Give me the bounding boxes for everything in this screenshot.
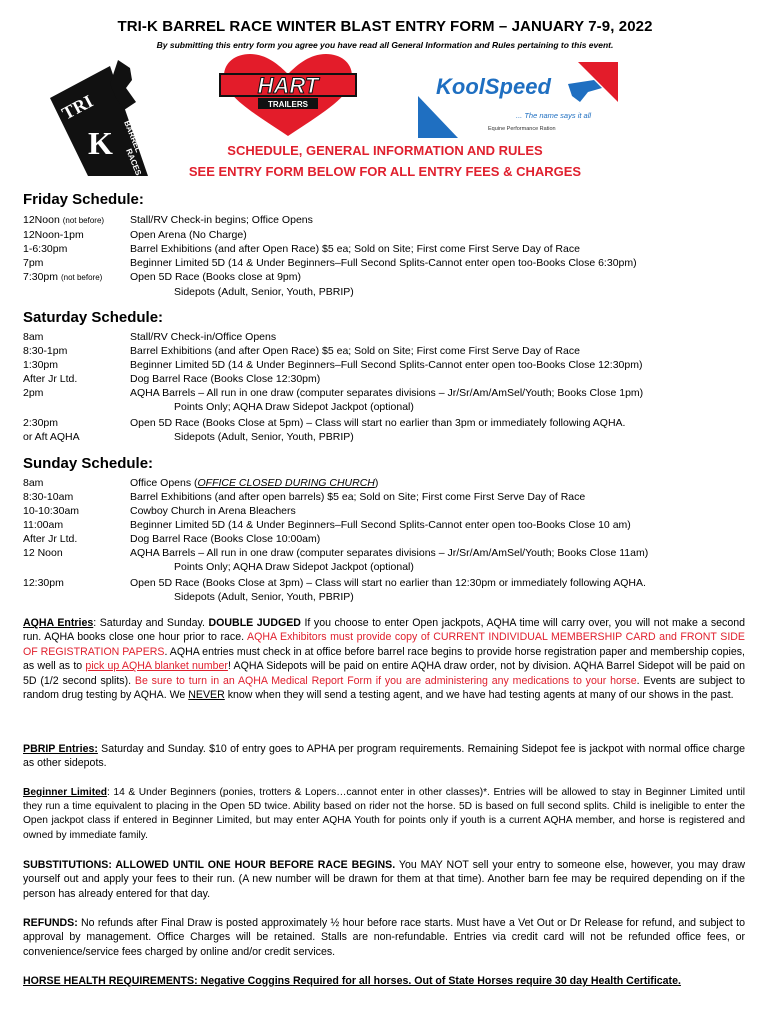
trik-k-text: K	[88, 125, 113, 161]
schedule-time: 8am	[23, 477, 44, 489]
schedule-row	[23, 576, 648, 590]
pbrip-paragraph: PBRIP Entries: Saturday and Sunday. $10 of entry goes to APHA per program requirements. Remaining Sidepot fee is jackpot with normal office charge as other sidepots.	[23, 743, 745, 770]
hart-name-text: HART	[257, 73, 319, 98]
friday-schedule	[23, 213, 637, 299]
schedule-desc: Open Arena (No Charge)	[130, 229, 247, 241]
red-heading-1: SCHEDULE, GENERAL INFORMATION AND RULES	[227, 143, 543, 158]
schedule-time: After Jr Ltd.	[23, 373, 78, 385]
saturday-heading: Saturday Schedule:	[23, 309, 164, 326]
schedule-row	[23, 400, 643, 414]
schedule-row	[23, 270, 637, 285]
schedule-time: After Jr Ltd.	[23, 533, 78, 545]
trik-races-text: RACES	[124, 147, 143, 177]
schedule-desc: Cowboy Church in Arena Bleachers	[130, 505, 296, 517]
schedule-row	[23, 590, 648, 604]
schedule-row	[23, 476, 648, 490]
aqha-entries-paragraph: AQHA Entries: Saturday and Sunday. DOUBLE JUDGED If you choose to enter Open jackpots, AQHA time will carry over, you will not make a second run. AQHA books close one hour prior to race. AQHA Exhibitors must provide copy of CURRENT INDIVIDUAL MEMBERSHIP CARD and FRONT SIDE OF REGISTRATION PAPERS. AQHA entries must check in at office before barrel race begins to provide horse registration paper and membership copies, as well as to pick up AQHA blanket number! AQHA Sidepots will be paid on entire AQHA draw order, not by division. AQHA Barrel Sidepot will be paid on 5D (1/2 second splits). Be sure to turn in an AQHA Medical Report Form if you are administering any medications to your horse. Events are subject to random drug testing by AQHA. We NEVER know when they will send a testing agent, and we have had testing agents at many of our shows in the past.	[23, 617, 745, 702]
schedule-time: 11:00am	[23, 519, 64, 531]
schedule-desc: Office Opens (OFFICE CLOSED DURING CHURCH)	[130, 477, 379, 489]
schedule-time	[23, 285, 130, 299]
schedule-row	[23, 344, 643, 358]
double-judged: DOUBLE JUDGED	[208, 617, 301, 629]
schedule-time: 12Noon-1pm	[23, 229, 84, 241]
schedule-time: 7pm	[23, 257, 44, 269]
refunds-label: REFUNDS:	[23, 917, 78, 929]
schedule-desc: Open 5D Race (Books Close at 3pm) – Class will start no earlier than 12:30pm or immediately following AQHA.	[130, 577, 646, 589]
schedule-time: 8am	[23, 331, 44, 343]
schedule-desc: Sidepots (Adult, Senior, Youth, PBRIP)	[174, 286, 354, 298]
schedule-row	[23, 228, 637, 242]
schedule-desc: Barrel Exhibitions (and after open barrels) $5 ea; Sold on Site; First come First Serve Day of Race	[130, 491, 586, 503]
schedule-time	[23, 590, 130, 604]
schedule-desc: Beginner Limited 5D (14 & Under Beginners–Full Second Splits-Cannot enter open too-Books Close 6:30pm)	[130, 257, 637, 269]
schedule-desc: AQHA Barrels – All run in one draw (computer separates divisions – Jr/Sr/Am/AmSel/Youth; Books Close 11am)	[130, 547, 649, 559]
beginner-limited-paragraph: Beginner Limited: 14 & Under Beginners (ponies, trotters & Lopers…cannot enter in other classes)*. Entries will be allowed to stay in Beginner Limited until they run a time equivalent to placing in the Open 5D twice. Ability based on rider not the horse. 5D is based on full second splits. Child is ineligible to enter the Open jackpot class if entered in Beginner Limited, but may enter AQHA Youth for points only if youth is a current AQHA member, and horse is registered and owned by immediate family.	[23, 787, 745, 841]
schedule-time: 2pm	[23, 387, 44, 399]
schedule-time	[23, 560, 130, 574]
refunds-paragraph: REFUNDS: No refunds after Final Draw is posted approximately ½ hour before race starts. Must have a Vet Out or Dr Release for refund, and subject to approval by management. Office Charges will be retained. Stalls are non-refundable. Entries via credit card will not be refunded office fees, or convenience/service fees charged by online and/or credit services.	[23, 917, 745, 958]
trik-logo	[40, 58, 160, 178]
schedule-desc: Stall/RV Check-in begins; Office Opens	[130, 214, 313, 226]
koolspeed-sub: Equine Performance Ration	[488, 126, 556, 132]
beginner-label: Beginner Limited	[23, 787, 107, 798]
hart-trailers-logo	[218, 52, 358, 138]
schedule-row	[23, 504, 648, 518]
blanket-number-note: pick up AQHA blanket number	[85, 660, 228, 673]
schedule-desc: Barrel Exhibitions (and after Open Race) $5 ea; Sold on Site; First come First Serve Day of Race	[130, 345, 580, 357]
office-closed-note: OFFICE CLOSED DURING CHURCH	[197, 477, 375, 489]
schedule-row	[23, 416, 643, 430]
horse-health-requirements: HORSE HEALTH REQUIREMENTS: Negative Coggins Required for all horses. Out of State Horses require 30 day Health Certificate.	[23, 975, 681, 987]
sunday-schedule	[23, 476, 648, 604]
koolspeed-tagline: ... The name says it all	[516, 111, 592, 120]
schedule-desc: Points Only; AQHA Draw Sidepot Jackpot (optional)	[174, 561, 414, 573]
schedule-time: 8:30-1pm	[23, 345, 68, 357]
schedule-desc: Barrel Exhibitions (and after Open Race) $5 ea; Sold on Site; First come First Serve Day of Race	[130, 243, 580, 255]
schedule-time: 7:30pm (not before)	[23, 271, 103, 283]
schedule-time: 10-10:30am	[23, 505, 80, 517]
schedule-desc: Sidepots (Adult, Senior, Youth, PBRIP)	[174, 431, 354, 443]
schedule-time: 2:30pm	[23, 417, 59, 429]
friday-heading: Friday Schedule:	[23, 191, 144, 208]
schedule-row	[23, 518, 648, 532]
schedule-row	[23, 546, 648, 560]
hart-sub-text: TRAILERS	[268, 100, 308, 109]
trik-tri-text: TRI	[58, 90, 97, 124]
koolspeed-logo	[418, 62, 618, 138]
schedule-row	[23, 386, 643, 400]
schedule-desc: Stall/RV Check-in/Office Opens	[130, 331, 277, 343]
schedule-row	[23, 242, 637, 256]
schedule-row	[23, 532, 648, 546]
schedule-time: 1-6:30pm	[23, 243, 68, 255]
schedule-time: or Aft AQHA	[23, 431, 80, 443]
schedule-row	[23, 560, 648, 574]
schedule-row	[23, 372, 643, 386]
aqha-requirement-note: AQHA Exhibitors must provide copy of CURRENT INDIVIDUAL MEMBERSHIP CARD and FRONT SIDE OF REGISTRATION PAPERS	[23, 631, 745, 658]
schedule-time: 12Noon (not before)	[23, 214, 105, 226]
form-title: TRI-K BARREL RACE WINTER BLAST ENTRY FORM – JANUARY 7-9, 2022	[117, 18, 653, 35]
schedule-row	[23, 256, 637, 270]
schedule-row	[23, 358, 643, 372]
schedule-row	[23, 490, 648, 504]
form-subtitle: By submitting this entry form you agree you have read all General Information and Rules pertaining to this event.	[156, 40, 614, 50]
schedule-row	[23, 285, 637, 299]
saturday-schedule	[23, 330, 643, 444]
schedule-time	[23, 400, 130, 414]
schedule-time: 1:30pm	[23, 359, 59, 371]
substitutions-paragraph: SUBSTITUTIONS: ALLOWED UNTIL ONE HOUR BEFORE RACE BEGINS. You MAY NOT sell your entry to someone else, however, you may draw yourself out and apply your fees to their run. (A new number will be drawn for them at that time). Another barn fee may be required depending on if the person has already entered for that day.	[23, 859, 745, 900]
schedule-desc: Sidepots (Adult, Senior, Youth, PBRIP)	[174, 591, 354, 603]
schedule-desc: Open 5D Race (Books Close at 5pm) – Class will start no earlier than 3pm or immediately following AQHA.	[130, 417, 626, 429]
schedule-time: 12:30pm	[23, 577, 64, 589]
schedule-desc: Points Only; AQHA Draw Sidepot Jackpot (optional)	[174, 401, 414, 413]
pbrip-label: PBRIP Entries:	[23, 743, 98, 755]
sunday-heading: Sunday Schedule:	[23, 455, 154, 472]
schedule-desc: Beginner Limited 5D (14 & Under Beginners–Full Second Splits-Cannot enter open too-Books Close 12:30pm)	[130, 359, 643, 371]
red-heading-2: SEE ENTRY FORM BELOW FOR ALL ENTRY FEES & CHARGES	[188, 164, 582, 179]
schedule-time: 8:30-10am	[23, 491, 74, 503]
substitutions-label: SUBSTITUTIONS: ALLOWED UNTIL ONE HOUR BEFORE RACE BEGINS.	[23, 859, 396, 871]
schedule-row	[23, 213, 637, 228]
schedule-desc: Beginner Limited 5D (14 & Under Beginners–Full Second Splits-Cannot enter open too-Books Close 10 am)	[130, 519, 631, 531]
schedule-desc: Dog Barrel Race (Books Close 10:00am)	[130, 533, 321, 545]
schedule-desc: Dog Barrel Race (Books Close 12:30pm)	[130, 373, 321, 385]
schedule-time: 12 Noon	[23, 547, 63, 559]
schedule-row	[23, 330, 643, 344]
schedule-row	[23, 430, 643, 444]
schedule-desc: Open 5D Race (Books close at 9pm)	[130, 271, 301, 283]
aqha-label: AQHA Entries	[23, 617, 94, 629]
koolspeed-name-text: KoolSpeed	[436, 74, 551, 99]
schedule-desc: AQHA Barrels – All run in one draw (computer separates divisions – Jr/Sr/Am/AmSel/Youth; Books Close 1pm)	[130, 387, 644, 399]
trik-barrel-text: BARREL	[122, 119, 143, 154]
medical-report-note: Be sure to turn in an AQHA Medical Report Form if you are administering any medications to your horse	[134, 674, 637, 687]
